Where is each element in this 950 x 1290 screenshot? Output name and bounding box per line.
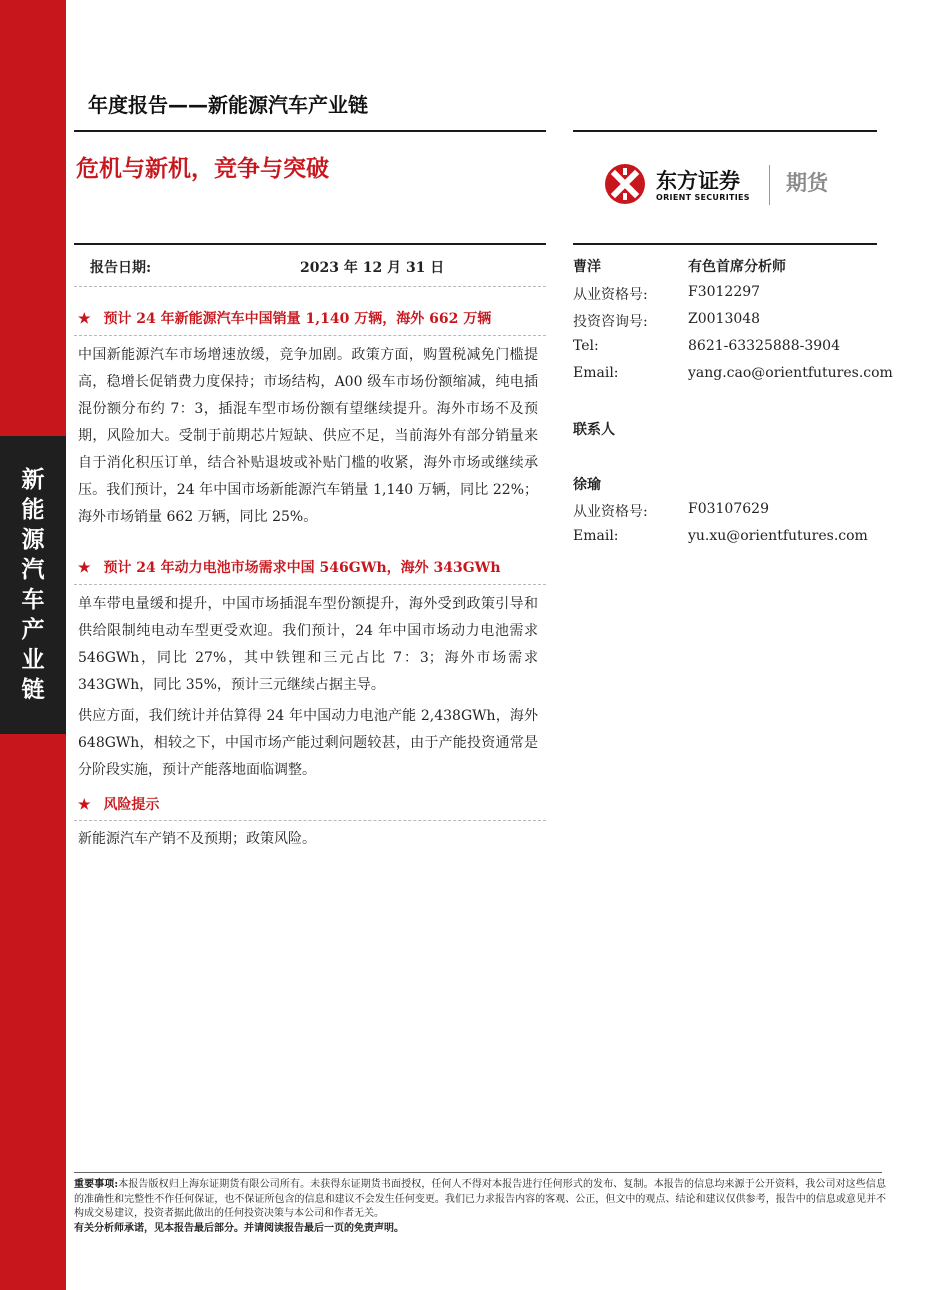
notice-label: 重要事项: <box>74 1179 119 1190</box>
section-divider <box>74 335 546 336</box>
notice-text: 本报告版权归上海东证期货有限公司所有。未获得东证期货书面授权，任何人不得对本报告进行任何形式的发布、复制。本报告的信息均来源于公开资料，我公司对这些信息的准确性和完整性不作任何保证，也不保证所包含的信息和建议不会发生任何变更。我们已力求报告内容的客观、公正，但文中的观点、结论和建议仅供参考，报告中的信息或意见并不构成交易建议，投资者据此做出的任何投资决策与本公司和作者无关。 <box>74 1179 886 1219</box>
header-rule-left <box>74 130 546 132</box>
tel-label: Tel: <box>573 338 599 354</box>
email-label: Email: <box>573 528 619 544</box>
section-heading-text: 风险提示 <box>103 797 160 813</box>
consult-value: Z0013048 <box>688 311 761 327</box>
section-paragraph: 单车带电量缓和提升，中国市场插混车型份额提升，海外受到政策引导和供给限制纯电动车型更受欢迎。我们预计，24 年中国市场动力电池需求 546GWh，同比 27%，其中铁锂和三元占比 7：3；海外市场需求 343GWh，同比 35%，预计三元继续占据主导。 <box>78 596 538 693</box>
license-value: F3012297 <box>688 284 761 300</box>
brand-name-cn: 东方证券 <box>656 169 740 193</box>
section-heading-text: 预计 24 年新能源汽车中国销量 1,140 万辆，海外 662 万辆 <box>103 311 492 327</box>
report-date-label: 报告日期: <box>90 260 152 276</box>
section-divider <box>74 584 546 585</box>
section-heading <box>78 557 501 577</box>
email-label: Email: <box>573 365 619 381</box>
side-tab-char: 产 <box>21 617 45 643</box>
star-icon: ★ <box>78 311 91 327</box>
report-series-title: 年度报告——新能源汽车产业链 <box>88 93 368 117</box>
page-title: 危机与新机，竞争与突破 <box>76 156 329 182</box>
side-tab-char: 车 <box>21 587 45 613</box>
license-label: 从业资格号: <box>573 504 648 520</box>
side-tab-char: 汽 <box>21 557 45 583</box>
contact-heading: 联系人 <box>573 422 615 438</box>
date-divider <box>74 286 546 287</box>
side-tab-char: 业 <box>21 647 45 673</box>
footer-rule <box>74 1172 882 1173</box>
date-rule-left <box>74 243 546 245</box>
side-category-tab <box>0 436 66 734</box>
email-value[interactable]: yang.cao@orientfutures.com <box>688 365 893 381</box>
section-heading <box>78 308 491 328</box>
section-paragraph: 供应方面，我们统计并估算得 24 年中国动力电池产能 2,438GWh，海外 648GWh，相较之下，中国市场产能过剩问题较甚，由于产能投资通常是分阶段实施，预计产能落地面临调整。 <box>78 708 538 778</box>
analyst-title: 有色首席分析师 <box>688 259 786 275</box>
contact-name: 徐瑜 <box>573 477 601 493</box>
section-heading <box>78 794 159 814</box>
brand-division: 期货 <box>786 171 828 195</box>
header-rule-right <box>573 130 877 132</box>
section-paragraph: 新能源汽车产销不及预期；政策风险。 <box>78 831 316 847</box>
side-tab-char: 新 <box>21 467 45 493</box>
star-icon: ★ <box>78 560 91 576</box>
section-divider <box>74 820 546 821</box>
brand-name-en: ORIENT SECURITIES <box>656 193 750 202</box>
consult-label: 投资咨询号: <box>573 314 648 330</box>
section-paragraph: 中国新能源汽车市场增速放缓，竞争加剧。政策方面，购置税减免门槛提高，稳增长促销费力度保持；市场结构，A00 级车市场份额缩减，纯电插混份额分布约 7：3，插混车型市场份额有望继续提升。海外市场不及预期，风险加大。受制于前期芯片短缺、供应不足，当前海外有部分销量来自于消化积压订单，结合补贴退坡或补贴门槛的收紧，海外市场或继续承压。我们预计，24 年中国市场新能源汽车销量 1,140 万辆，同比 22%；海外市场销量 662 万辆，同比 25%。 <box>78 347 538 525</box>
side-tab-char: 链 <box>21 677 45 703</box>
star-icon: ★ <box>78 797 91 813</box>
side-tab-char: 源 <box>21 527 45 553</box>
tel-value: 8621-63325888-3904 <box>688 338 840 354</box>
section-heading-text: 预计 24 年动力电池市场需求中国 546GWh，海外 343GWh <box>103 560 501 576</box>
date-rule-right <box>573 243 877 245</box>
footer-last-line: 有关分析师承诺，见本报告最后部分。并请阅读报告最后一页的免责声明。 <box>74 1222 404 1234</box>
logo-divider <box>769 165 770 205</box>
license-label: 从业资格号: <box>573 287 648 303</box>
license-value: F03107629 <box>688 501 769 517</box>
email-value[interactable]: yu.xu@orientfutures.com <box>688 528 868 544</box>
disclaimer-footer <box>74 1178 886 1236</box>
report-date-value: 2023 年 12 月 31 日 <box>300 260 445 276</box>
analyst-name: 曹洋 <box>573 259 601 275</box>
orient-logo-icon <box>604 163 646 205</box>
analyst-panel <box>573 256 893 556</box>
side-tab-char: 能 <box>21 497 45 523</box>
